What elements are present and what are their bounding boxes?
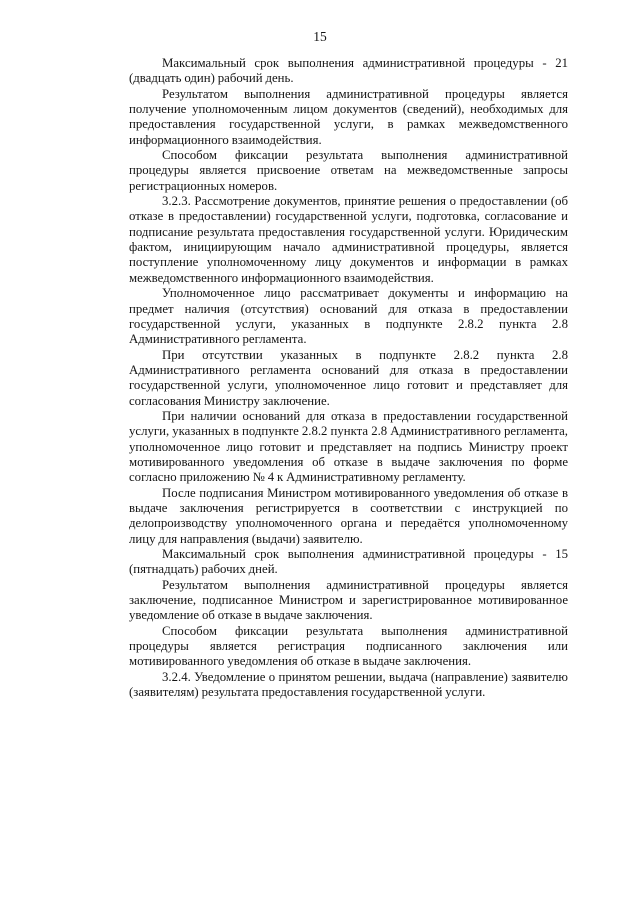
paragraph-fixation-registration-numbers: Способом фиксации результата выполнения административной процедуры является присвоение ответам на межведомственные запросы регистрационных номеров. <box>129 148 568 193</box>
paragraph-result-documents-received: Результатом выполнения административной процедуры является получение уполномоченным лицом документов (сведений), необходимых для предоставления государственной услуги, в рамках межведомственного информационного взаимодействия. <box>129 86 568 147</box>
paragraph-no-grounds-conclusion: При отсутствии указанных в подпункте 2.8.2 пункта 2.8 Административного регламента оснований для отказа в предоставлении государственной услуги, уполномоченное лицо готовит и представляет для согласования Министру заключение. <box>129 347 568 408</box>
paragraph-after-signing-notice: После подписания Министром мотивированного уведомления об отказе в выдаче заключения регистрируется в соответствии с инструкцией по делопроизводству уполномоченного органа и передаётся уполномоченному лицу для направления (выдачи) заявителю. <box>129 485 568 546</box>
paragraph-max-term-21-days: Максимальный срок выполнения административной процедуры - 21 (двадцать один) рабочий день. <box>129 56 568 86</box>
paragraph-max-term-15-days: Максимальный срок выполнения административной процедуры - 15 (пятнадцать) рабочих дней. <box>129 547 568 577</box>
paragraph-result-conclusion-signed: Результатом выполнения административной процедуры является заключение, подписанное Министром и зарегистрированное мотивированное уведомление об отказе в выдаче заключения. <box>129 577 568 623</box>
document-body <box>129 56 568 700</box>
paragraph-fixation-registration-conclusion: Способом фиксации результата выполнения административной процедуры является регистрация подписанного заключения или мотивированного уведомления об отказе в выдаче заключения. <box>129 623 568 669</box>
paragraph-section-3-2-4: 3.2.4. Уведомление о принятом решении, выдача (направление) заявителю (заявителям) результата предоставления государственной услуги. <box>129 669 568 700</box>
paragraph-review-grounds-for-refusal: Уполномоченное лицо рассматривает документы и информацию на предмет наличия (отсутствия) оснований для отказа в предоставлении государственной услуги, указанных в подпункте 2.8.2 пункта 2.8 Административного регламента. <box>129 286 568 347</box>
paragraph-grounds-refusal-notice: При наличии оснований для отказа в предоставлении государственной услуги, указанных в подпункте 2.8.2 пункта 2.8 Административного регламента, уполномоченное лицо готовит и представляет на подпись Министру проект мотивированного уведомления об отказе в выдаче заключения по форме согласно приложению № 4 к Административному регламенту. <box>129 408 568 485</box>
paragraph-section-3-2-3: 3.2.3. Рассмотрение документов, принятие решения о предоставлении (об отказе в предоставлении) государственной услуги, подготовка, согласование и подписание результата предоставления государственной услуги. Юридическим фактом, инициирующим начало административной процедуры, является поступление уполномоченному лицу документов и информации в рамках межведомственного информационного взаимодействия. <box>129 194 568 285</box>
page-number: 15 <box>313 29 327 44</box>
